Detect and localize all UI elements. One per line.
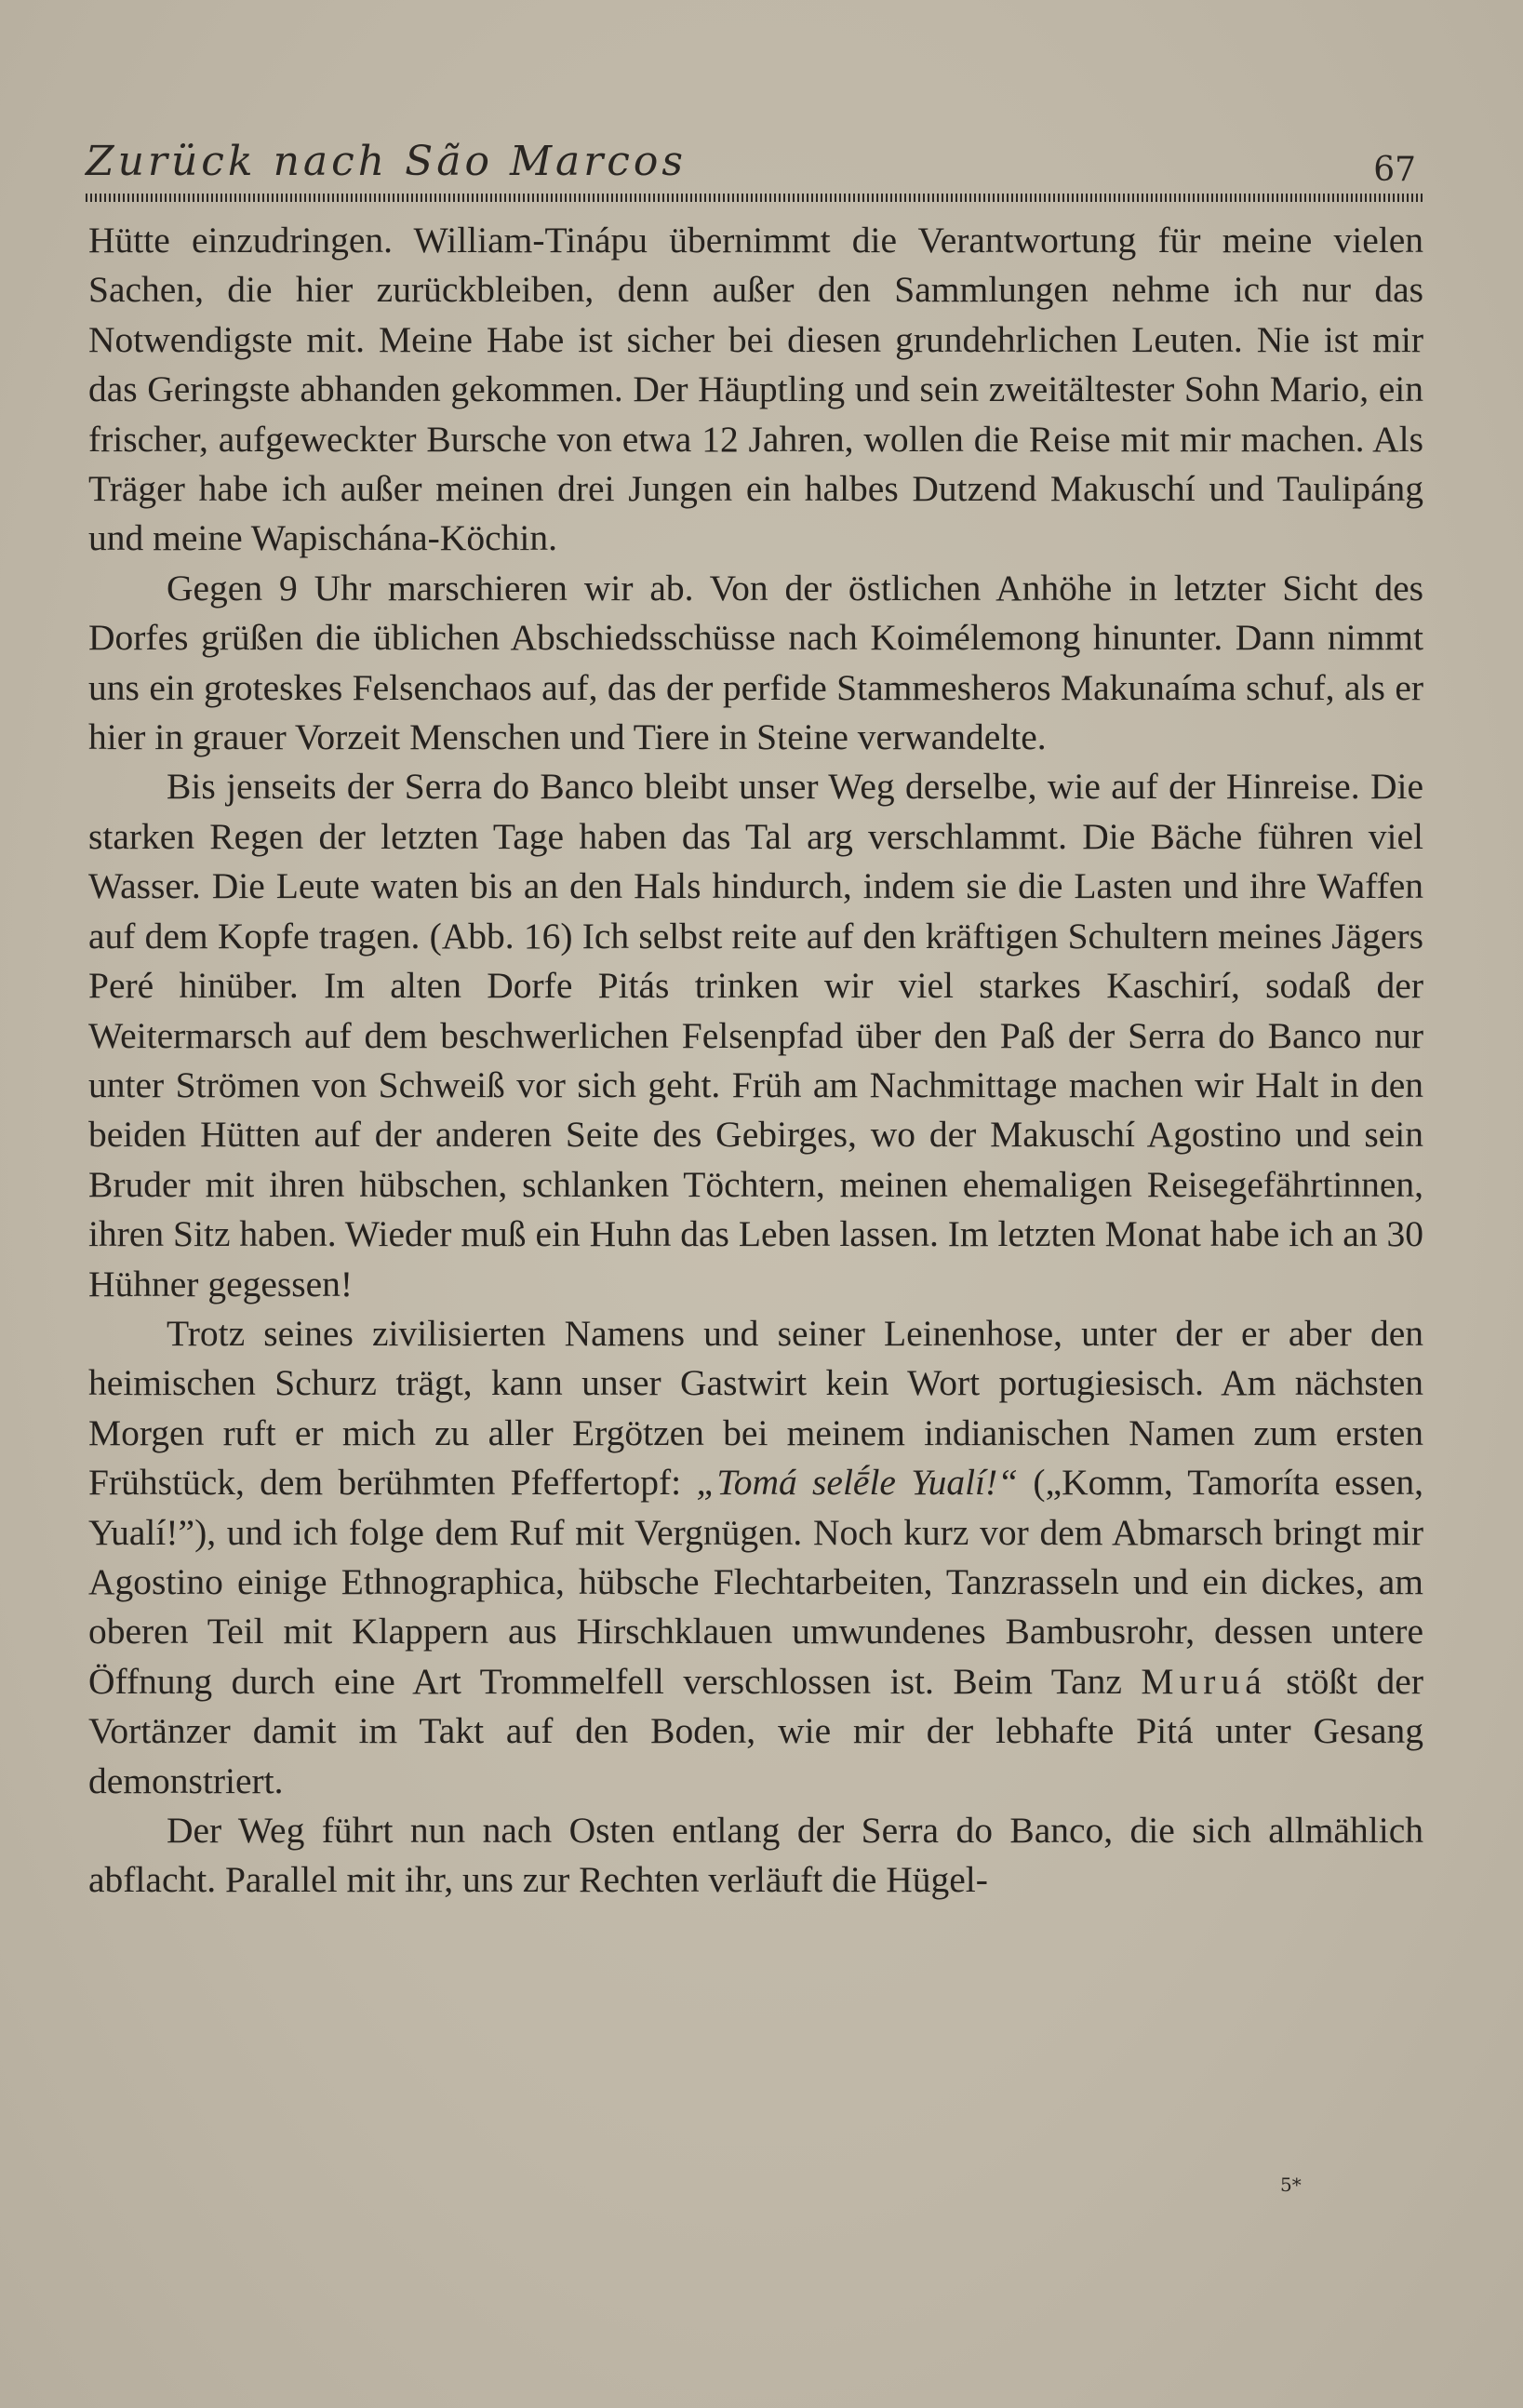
paragraph-4-text-middle: („Komm, Tamoríta essen, Yualí!”), und ich folge dem Ruf mit Vergnügen. Noch kurz vor dem Abmarsch bringt mir Agostino einige Ethnographica, hübsche Flechtarbeiten, Tanzrasseln und ein dickes, am oberen Teil mit Klappern aus Hirschklauen umwundenes Bambusrohr, dessen untere Öffnung durch eine Art Trommelfell verschlossen ist. Beim Tanz bbox=[88, 1462, 1423, 1702]
page-number: 67 bbox=[1373, 151, 1416, 189]
paragraph-3: Bis jenseits der Serra do Banco bleibt unser Weg derselbe, wie auf der Hinreise. Die starken Regen der letzten Tage haben das Tal arg verschlammt. Die Bäche führen viel Wasser. Die Leute waten bis an den Hals hindurch, indem sie die Lasten und ihre Waffen auf dem Kopfe tragen. (Abb. 16) Ich selbst reite auf den kräftigen Schultern meines Jägers Peré hinüber. Im alten Dorfe Pitás trinken wir viel starkes Kaschirí, sodaß der Weitermarsch auf dem beschwerlichen Felsenpfad über den Paß der Serra do Banco nur unter Strömen von Schweiß vor sich geht. Früh am Nachmittage machen wir Halt in den beiden Hütten auf der anderen Seite des Gebirges, wo der Makuschí Agostino und sein Bruder mit ihren hübschen, schlanken Töchtern, meinen ehemaligen Reisegefährtinnen, ihren Sitz haben. Wieder muß ein Huhn das Leben lassen. Im letzten Monat habe ich an 30 Hühner gegessen! bbox=[88, 766, 1423, 1304]
running-title: Zurück nach São Marcos bbox=[86, 138, 687, 185]
paragraph-2: Gegen 9 Uhr marschieren wir ab. Von der östlichen Anhöhe in letzter Sicht des Dorfes grüßen die üblichen Abschiedsschüsse nach Koimélemong hinunter. Dann nimmt uns ein groteskes Felsenchaos auf, das der perfide Stammesheros Makunaíma schuf, als er hier in grauer Vorzeit Menschen und Tiere in Steine verwandelte. bbox=[88, 567, 1423, 758]
signature-mark: 5* bbox=[1280, 2174, 1302, 2196]
paragraph-4-text-after: stößt der Vortänzer damit im Takt auf den Boden, wie mir der lebhafte Pitá unter Gesang demonstriert. bbox=[88, 1660, 1423, 1801]
indian-phrase: „Tomá selḗle Yualí!“ bbox=[696, 1462, 1019, 1504]
paragraph-1: Hütte einzudringen. William-Tinápu übernimmt die Verantwortung für meine vielen Sachen, die hier zurückbleiben, denn außer den Sammlungen nehme ich nur das Notwendigste mit. Meine Habe ist sicher bei diesen grundehrlichen Leuten. Nie ist mir das Geringste abhanden gekommen. Der Häuptling und sein zweitältester Sohn Mario, ein frischer, aufgeweckter Bursche von etwa 12 Jahren, wollen die Reise mit mir machen. Als Träger habe ich außer meinen drei Jungen ein halbes Dutzend Makuschí und Taulipáng und meine Wapischána-Köchin. bbox=[88, 220, 1423, 559]
paragraph-4-text-before: Trotz seines zivilisierten Namens und seiner Leinenhose, unter der er aber den heimischen Schurz trägt, kann unser Gastwirt kein Wort portugiesisch. Am nächsten Morgen ruft er mich zu aller Ergötzen bei meinem indianischen Namen zum ersten Frühstück, dem berühmten Pfeffertopf: bbox=[88, 1312, 1423, 1504]
page-header bbox=[86, 138, 1423, 194]
dance-name: Muruá bbox=[1141, 1660, 1267, 1702]
paragraph-4 bbox=[88, 1309, 1423, 1806]
body-text bbox=[88, 216, 1423, 1906]
header-rule bbox=[86, 194, 1423, 202]
paragraph-5: Der Weg führt nun nach Osten entlang der Serra do Banco, die sich allmählich abflacht. Parallel mit ihr, uns zur Rechten verläuft die Hügel- bbox=[88, 1810, 1423, 1901]
